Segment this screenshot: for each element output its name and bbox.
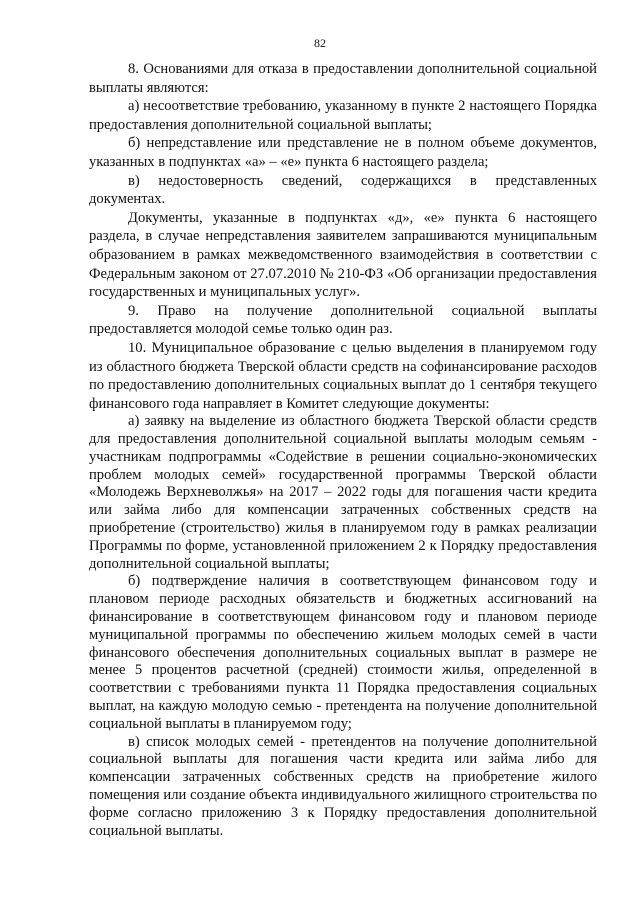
paragraph-10a: а) заявку на выделение из областного бюджета Тверской области средств для предоставления дополнительной социальной выплаты молодым семьям - участникам подпрограммы «Содействие в решении социально-экономических проблем молодых семей» государственной программы Тверской области «Молодежь Верхневолжья» на 2017 – 2022 годы для погашения части кредита или займа либо для компенсации затраченных собственных средств на приобретение (строительство) жилья в планируемом году в рамках реализации Программы по форме, установленной приложением 2 к Порядку предоставления дополнительной социальной выплаты; (89, 413, 597, 572)
page-number: 82 (314, 36, 326, 50)
paragraph-10: 10. Муниципальное образование с целью выделения в планируемом году из областного бюджета Тверской области средств на софинансирование расходов по предоставлению дополнительных социальных выплат до 1 сентября текущего финансового года направляет в Комитет следующие документы: (89, 339, 597, 412)
paragraph-9: 9. Право на получение дополнительной социальной выплаты предоставляется молодой семье только один раз. (89, 302, 597, 338)
paragraph-10v: в) список молодых семей - претендентов на получение дополнительной социальной выплаты для погашения части кредита или займа либо для компенсации затраченных собственных средств на приобретение жилого помещения или создание объекта индивидуального жилищного строительства по форме согласно приложению 3 к Порядку предоставления дополнительной социальной выплаты. (89, 733, 597, 839)
paragraph-documents-note: Документы, указанные в подпунктах «д», «е» пункта 6 настоящего раздела, в случае непредставления заявителем запрашиваются муниципальным образованием в рамках межведомственного взаимодействия в соответствии с Федеральным законом от 27.07.2010 № 210-ФЗ «Об организации предоставления государственных и муниципальных услуг». (89, 209, 597, 301)
paragraph-8a: а) несоответствие требованию, указанному в пункте 2 настоящего Порядка предоставления дополнительной социальной выплаты; (89, 98, 597, 133)
paragraph-8b: б) непредставление или представление не в полном объеме документов, указанных в подпунктах «а» – «е» пункта 6 настоящего раздела; (89, 135, 597, 170)
document-body (89, 60, 597, 840)
paragraph-8: 8. Основаниями для отказа в предоставлении дополнительной социальной выплаты являются: (89, 61, 597, 96)
paragraph-10b: б) подтверждение наличия в соответствующем финансовом году и плановом периоде расходных обязательств и бюджетных ассигнований на финансирование в соответствующем финансовом году и плановом периоде муниципальной программы по обеспечению жильем молодых семей в части финансового обеспечения дополнительных социальных выплат в размере не менее 5 процентов расчетной (средней) стоимости жилья, определенной в соответствии с требованиями пункта 11 Порядка предоставления социальных выплат, на каждую молодую семью - претендента на получение дополнительной социальной выплаты в планируемом году; (89, 573, 597, 732)
paragraph-8v: в) недостоверность сведений, содержащихся в представленных документах. (89, 172, 597, 208)
